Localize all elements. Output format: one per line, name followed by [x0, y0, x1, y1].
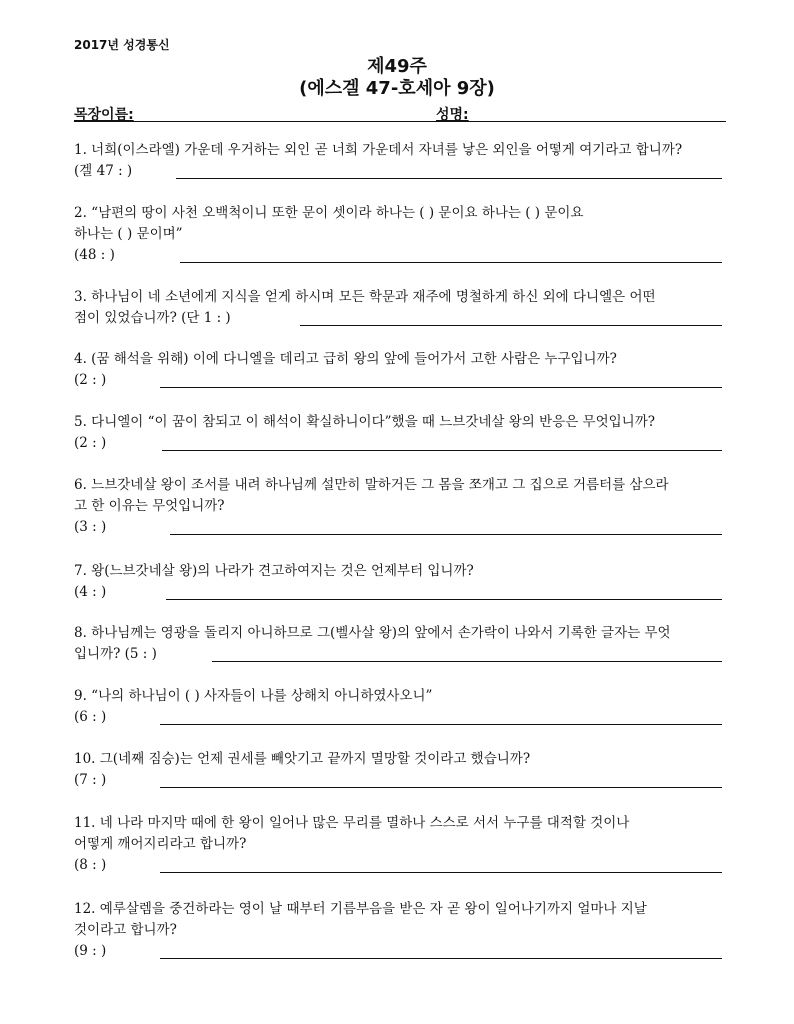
question-10-ref: (7 : ) — [74, 772, 107, 788]
answer-line-1[interactable] — [176, 178, 722, 179]
question-3-text: 3. 하나님이 네 소년에게 지식을 얻게 하시며 모든 학문과 재주에 명철하게 하신 외에 다니엘은 어떤 — [74, 289, 656, 305]
question-11-text: 11. 네 나라 마지막 때에 한 왕이 일어나 많은 무리를 멸하나 스스로 서서 누구를 대적할 것이나 — [74, 815, 630, 831]
answer-line-11[interactable] — [160, 872, 722, 873]
question-7-text: 7. 왕(느브갓네살 왕)의 나라가 견고하여지는 것은 언제부터 입니까? — [74, 563, 474, 579]
question-7-ref: (4 : ) — [74, 584, 107, 600]
question-12-ref: (9 : ) — [74, 943, 107, 959]
question-9-text: 9. “나의 하나님이 ( ) 사자들이 나를 상해치 아니하였사오니” — [74, 688, 433, 704]
answer-line-10[interactable] — [160, 787, 722, 788]
question-6-text: 6. 느브갓네살 왕이 조서를 내려 하나님께 설만히 말하거든 그 몸을 쪼개고 그 집으로 거름터를 삼으라 — [74, 477, 669, 493]
question-1-text: 1. 너희(이스라엘) 가운데 우거하는 외인 곧 너희 가운데서 자녀를 낳은 외인을 어떻게 여기라고 합니까? — [74, 142, 683, 158]
answer-line-5[interactable] — [162, 450, 722, 451]
question-2-ref: (48 : ) — [74, 247, 115, 263]
header-underline — [74, 121, 726, 122]
question-8-text: 8. 하나님께는 영광을 돌리지 아니하므로 그(벨사살 왕)의 앞에서 손가락이 나와서 기록한 글자는 무엇 — [74, 625, 671, 641]
week-title: 제49주 — [367, 56, 427, 77]
answer-line-4[interactable] — [160, 387, 722, 388]
question-9-ref: (6 : ) — [74, 709, 107, 725]
question-3-ref: 점이 있었습니까? (단 1 : ) — [74, 310, 231, 326]
question-11-line2: 어떻게 깨어지리라고 합니까? — [74, 836, 247, 852]
question-1-ref: (겔 47 : ) — [74, 163, 133, 179]
question-6-ref: (3 : ) — [74, 519, 107, 535]
question-2-text: 2. “남편의 땅이 사천 오백척이니 또한 문이 셋이라 하나는 ( ) 문이요 하나는 ( ) 문이요 — [74, 205, 584, 221]
question-4-text: 4. (꿈 해석을 위해) 이에 다니엘을 데리고 급히 왕의 앞에 들어가서 고한 사람은 누구입니까? — [74, 351, 617, 367]
question-5-ref: (2 : ) — [74, 435, 107, 451]
year-label: 2017년 성경통신 — [74, 38, 170, 52]
answer-line-9[interactable] — [160, 724, 722, 725]
question-12-line2: 것이라고 합니까? — [74, 922, 177, 938]
person-name-label: 성명: — [436, 107, 469, 123]
answer-line-8[interactable] — [212, 661, 722, 662]
question-5-text: 5. 다니엘이 “이 꿈이 참되고 이 해석이 확실하니이다”했을 때 느브갓네살 왕의 반응은 무엇입니까? — [74, 414, 655, 430]
group-name-label: 목장이름: — [74, 107, 134, 123]
answer-line-7[interactable] — [166, 599, 722, 600]
question-4-ref: (2 : ) — [74, 372, 107, 388]
question-2-line2: 하나는 ( ) 문이며” — [74, 226, 183, 242]
answer-line-6[interactable] — [170, 534, 722, 535]
answer-line-2[interactable] — [180, 262, 722, 263]
question-10-text: 10. 그(네째 짐승)는 언제 권세를 빼앗기고 끝까지 멸망할 것이라고 했습니까? — [74, 751, 531, 767]
question-11-ref: (8 : ) — [74, 857, 107, 873]
question-12-text: 12. 예루살렘을 중건하라는 영이 날 때부터 기름부음을 받은 자 곧 왕이 일어나기까지 얼마나 지날 — [74, 901, 647, 917]
question-8-ref: 입니까? (5 : ) — [74, 646, 157, 662]
answer-line-12[interactable] — [160, 958, 722, 959]
answer-line-3[interactable] — [300, 325, 722, 326]
chapter-range-title: (에스겔 47-호세아 9장) — [299, 78, 495, 99]
question-6-line2: 고 한 이유는 무엇입니까? — [74, 498, 225, 514]
